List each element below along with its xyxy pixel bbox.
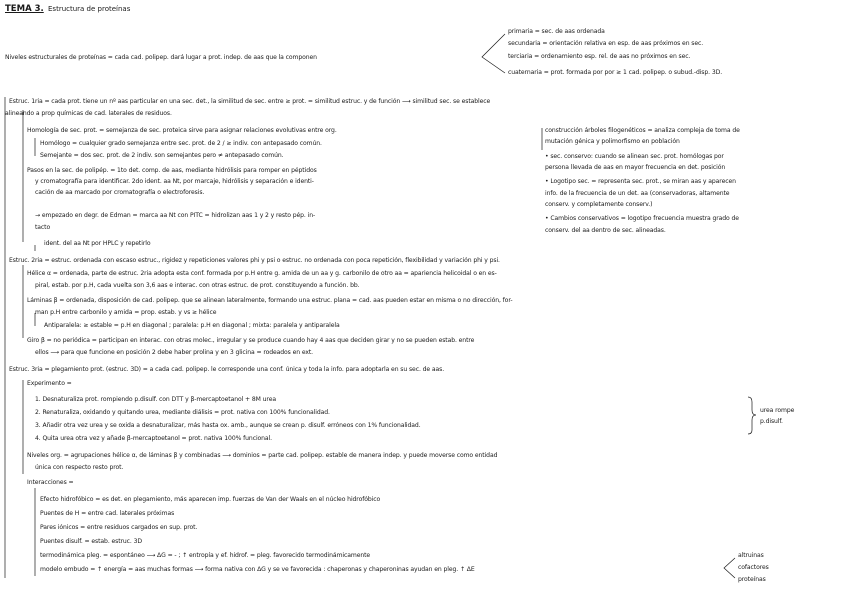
homologia-text: Homología de sec. prot. = semejanza de sec. proteica sirve para asignar relaciones evolutivas entre org. [27, 127, 337, 134]
niveles-item-primaria: primaria = sec. de aas ordenada [508, 28, 605, 35]
side-note-2: mutación génica y polimorfismo en población [545, 138, 680, 145]
edman-line-1: → empezado en degr. de Edman = marca aa Nt con PITC = hidrolizan aas 1 y 2 y resto pép. in- [35, 212, 316, 219]
side-note-3: • sec. conservo: cuando se alinean sec. prot. homólogas por [545, 153, 724, 160]
identif-text: ident. del aa Nt por HPLC y repetirlo [44, 240, 151, 247]
exp-step-2: 2. Renaturaliza, oxidando y quitando urea, mediante diálisis = prot. nativa con 100% funcionalidad. [35, 409, 330, 416]
inter-item-6: modelo embudo = ↑ energía = aas muchas formas ⟶ forma nativa con ΔG y se ve favorecida : chaperonas y chaperoninas ayudan en pleg. ↑ ΔE [40, 566, 475, 573]
inter-item-4: Puentes disulf. = estab. estruc. 3D [40, 538, 142, 545]
side-note-7: conserv. y completamente conserv.) [545, 201, 653, 208]
exp-step-1: 1. Desnaturaliza prot. rompiendo p.disulf. con DTT y β-mercaptoetanol + 8M urea [35, 396, 276, 403]
inter-item-2: Puentes de H = entre cad. laterales próximas [40, 510, 175, 517]
embudo-side-1: altruinas [738, 552, 764, 559]
homologo-text: Homólogo = cualquier grado semejanza entre sec. prot. de 2 / ≥ indiv. con antepasado común. [40, 140, 322, 147]
laminas-line-2: man p.H entre carbonilo y amida = prop. estab. y vs ≥ hélice [35, 309, 217, 316]
antiparalela-text: Antiparalela: ≥ estable = p.H en diagonal ; paralela: p.H en diagonal ; mixta: paralela y antiparalela [44, 322, 340, 329]
urea-note-1: urea rompe [760, 407, 795, 414]
primaria-line-2: alineando a prop químicas de cad. laterales de residuos. [5, 110, 172, 117]
side-note-1: construcción árboles filogenéticos = analiza compleja de toma de [545, 127, 740, 134]
side-note-4: persona llevada de aas en mayor frecuencia en det. posición [545, 164, 726, 171]
edman-line-2: tacto [35, 224, 51, 231]
side-note-9: conserv. del aa dentro de sec. alineadas. [545, 227, 666, 234]
inter-item-5: termodinámica pleg. = espontáneo ⟶ ΔG = - ; ↑ entropía y ef. hidrof. = pleg. favorecido termodinámicamente [40, 552, 371, 559]
helice-line-1: Hélice α = ordenada, parte de estruc. 2ria adopta esta conf. formada por p.H entre g. amida de un aa y g. carbonilo de otro aa = apariencia helicoidal o en es- [27, 270, 497, 277]
primaria-line-1: Estruc. 1ria = cada prot. tiene un nº aas particular en una sec. det., la similitud de sec. entre ≥ prot. = similitud estruc. y de función ⟶ similitud sec. se establece [9, 98, 491, 105]
inter-item-1: Efecto hidrofóbico = es det. en plegamiento, más aparecen imp. fuerzas de Van der Waals en el núcleo hidrofóbico [40, 496, 381, 503]
laminas-line-1: Láminas β = ordenada, disposición de cad. polipep. que se alinean lateralmente, formando una estruc. plana = cad. aas pueden estar en misma o no dirección, for- [27, 297, 513, 304]
side-note-8: • Cambios conservativos = logotipo frecuencia muestra grado de [545, 215, 739, 222]
niveles-org-line-2: única con respecto resto prot. [35, 464, 124, 471]
niveles-item-cuaternaria: cuaternaria = prot. formada por por ≥ 1 cad. polipep. o subud.-disp. 3D. [508, 69, 723, 76]
side-note-5: • Logotipo sec. = representa sec. prot., se miran aas y aparecen [545, 178, 736, 185]
giro-line-1: Giro β = no periódica = participan en interac. con otras molec., irregular y se produce cuando hay 4 aas que deciden girar y no se pueden estab. entre [27, 337, 475, 344]
niveles-item-terciaria: terciaria = ordenamiento esp. rel. de aas no próximos en sec. [508, 53, 691, 60]
semejante-text: Semejante = dos sec. prot. de 2 indiv. son semejantes pero ≠ antepasado común. [40, 152, 284, 159]
page-title: TEMA 3. [5, 4, 44, 14]
urea-note-2: p.disulf. [760, 418, 783, 425]
giro-line-2: ellos ⟶ para que funcione en posición 2 debe haber prolina y en 3 glicina = rodeados en ext. [35, 349, 314, 356]
pasos-line-1: Pasos en la sec. de polipép. = 1to det. comp. de aas, mediante hidrólisis para romper en péptidos [27, 167, 317, 174]
secundaria-line-1: Estruc. 2ria = estruc. ordenada con escaso estruc., rigidez y repeticiones valores phi y psi o estruc. no ordenada con poca repetición, flexibilidad y variación phi y psi. [9, 257, 500, 264]
page-subtitle: Estructura de proteínas [48, 5, 131, 13]
embudo-side-2: cofactores [738, 564, 769, 571]
exp-step-3: 3. Añadir otra vez urea y se oxida a desnaturalizar, más hasta ox. amb., aunque se crean p. disulf. erróneos con 1% funcionalidad. [35, 422, 421, 429]
inter-item-3: Pares iónicos = entre residuos cargados en sup. prot. [40, 524, 198, 531]
interacciones-label: Interacciones = [27, 479, 74, 486]
niveles-org-line-1: Niveles org. = agrupaciones hélice α, de láminas β y combinadas ⟶ dominios = parte cad. polipep. estable de manera indep. y puede moverse como entidad [27, 452, 498, 459]
pasos-line-2: y cromatografía para identificar. 2do ident. aa Nt, por marcaje, hidrólisis y separación e identi- [35, 178, 314, 185]
helice-line-2: piral, estab. por p.H, cada vuelta son 3,6 aas e interac. con otras estruc. de prot. constituyendo a función. bb. [35, 282, 360, 289]
side-note-6: info. de la frecuencia de un det. aa (conservadoras, altamente [545, 190, 730, 197]
pasos-line-3: cación de aa marcado por cromatografía o electroforesis. [35, 189, 205, 196]
niveles-intro: Niveles estructurales de proteínas = cada cad. polipep. dará lugar a prot. indep. de aas que la componen [5, 54, 317, 61]
terciaria-line-1: Estruc. 3ria = plegamiento prot. (estruc. 3D) = a cada cad. polipep. le corresponde una conf. única y toda la info. para adoptarla en su sec. de aas. [9, 366, 445, 373]
experimento-label: Experimento = [27, 380, 72, 387]
embudo-side-3: proteínas [738, 576, 766, 583]
exp-step-4: 4. Quita urea otra vez y añade β-mercaptoetanol = prot. nativa 100% funcional. [35, 435, 272, 442]
niveles-item-secundaria: secundaria = orientación relativa en esp. de aas próximos en sec. [508, 40, 704, 47]
